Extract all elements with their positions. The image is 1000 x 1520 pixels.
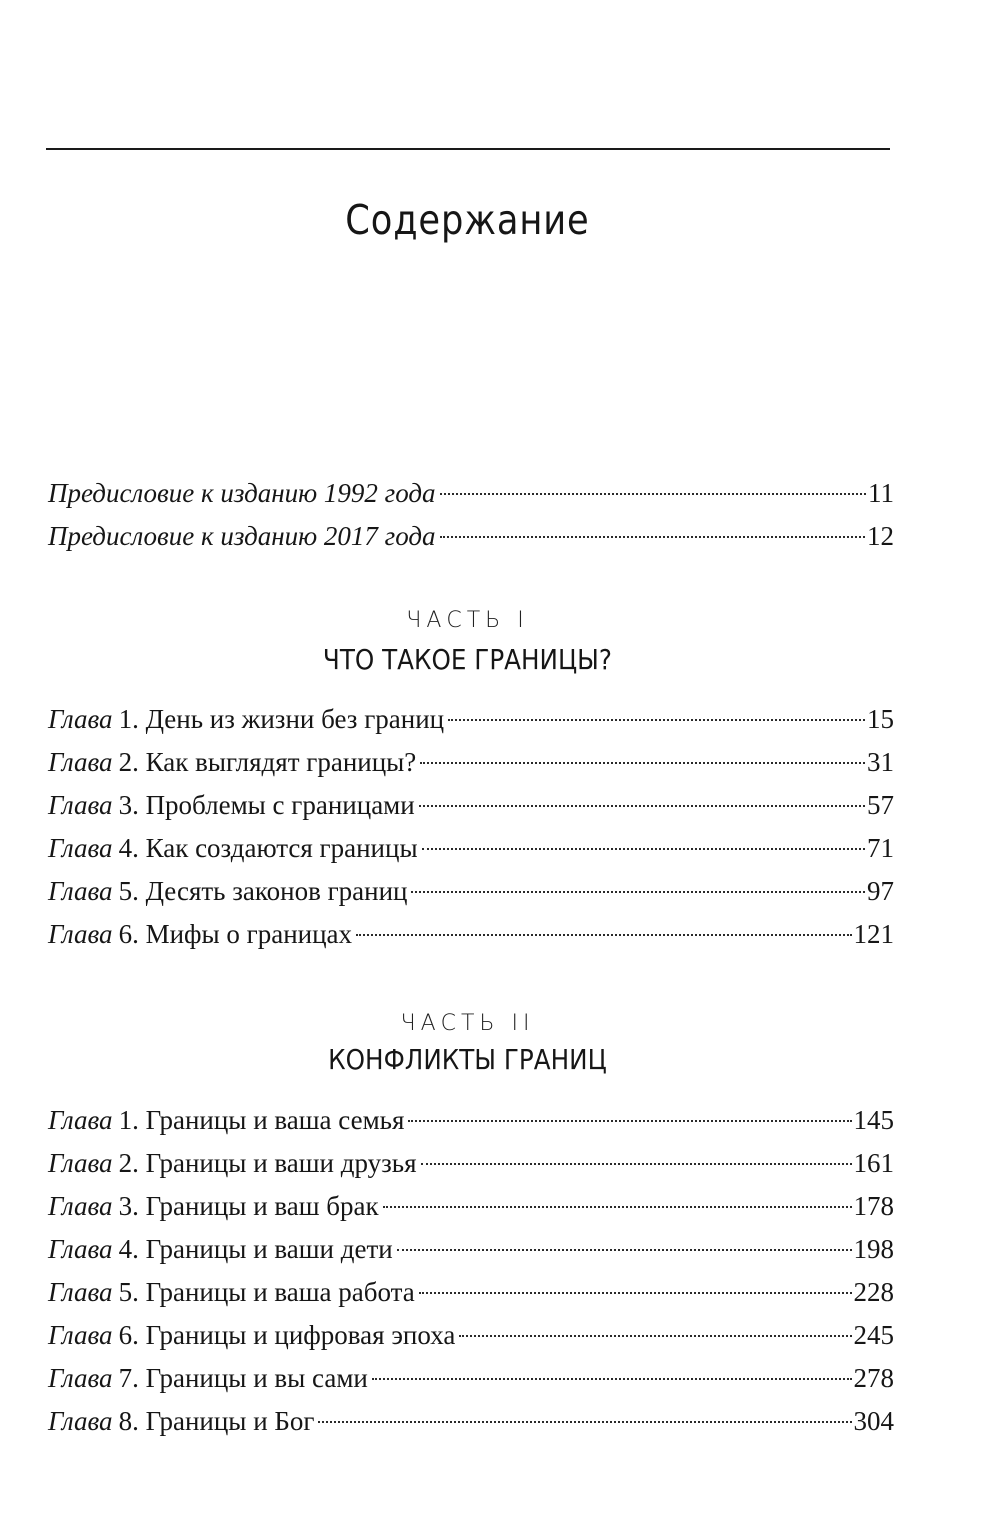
chapter-prefix: Глава: [48, 1191, 113, 1221]
dot-leader: [420, 762, 865, 764]
toc-entry-part2-chapter-5[interactable]: [48, 1272, 894, 1312]
chapter-prefix: Глава: [48, 747, 113, 777]
dot-leader: [372, 1378, 852, 1380]
toc-entry-part2-chapter-3[interactable]: [48, 1186, 894, 1226]
toc-page-number: 97: [867, 876, 894, 906]
toc-entry-label: 2. Как выглядят границы?: [118, 747, 417, 777]
dot-leader: [318, 1421, 851, 1423]
toc-entry-label: Предисловие к изданию 2017 года: [48, 521, 436, 551]
toc-entry-label: 1. Границы и ваша семья: [118, 1105, 405, 1135]
chapter-prefix: Глава: [48, 1406, 113, 1436]
chapter-prefix: Глава: [48, 1148, 113, 1178]
toc-entry-part1-chapter-4[interactable]: [48, 828, 894, 868]
dot-leader: [408, 1120, 851, 1122]
toc-entry-label: 5. Десять законов границ: [118, 876, 408, 906]
toc-page-number: 12: [867, 521, 894, 551]
chapter-prefix: Глава: [48, 1277, 113, 1307]
toc-entry-label: 5. Границы и ваша работа: [118, 1277, 415, 1307]
toc-page-number: 145: [853, 1105, 894, 1135]
dot-leader: [459, 1335, 851, 1337]
dot-leader: [440, 536, 866, 538]
header-rule: [46, 148, 890, 150]
chapter-prefix: Глава: [48, 1320, 113, 1350]
toc-entry-part2-chapter-1[interactable]: [48, 1100, 894, 1140]
dot-leader: [440, 493, 867, 495]
toc-entry-label: 7. Границы и вы сами: [118, 1363, 368, 1393]
part-1-title: ЧТО ТАКОЕ ГРАНИЦЫ?: [322, 643, 612, 676]
toc-page-number: 161: [853, 1148, 894, 1178]
dot-leader: [419, 1292, 852, 1294]
toc-entry-part1-chapter-2[interactable]: [48, 742, 894, 782]
toc-entry-part2-chapter-2[interactable]: [48, 1143, 894, 1183]
toc-page-number: 31: [867, 747, 894, 777]
toc-entry-label: Предисловие к изданию 1992 года: [48, 478, 436, 508]
chapter-prefix: Глава: [48, 1105, 113, 1135]
toc-entry-part1-chapter-5[interactable]: [48, 871, 894, 911]
toc-page-number: 198: [853, 1234, 894, 1264]
toc-page-number: 228: [853, 1277, 894, 1307]
toc-page-number: 71: [867, 833, 894, 863]
toc-page-number: 178: [853, 1191, 894, 1221]
chapter-prefix: Глава: [48, 919, 113, 949]
chapter-prefix: Глава: [48, 1363, 113, 1393]
toc-entry-part2-chapter-8[interactable]: [48, 1401, 894, 1441]
part-1-number: ЧАСТЬ I: [406, 608, 529, 633]
toc-entry-preface-1992[interactable]: [48, 473, 894, 513]
toc-entry-label: 6. Границы и цифровая эпоха: [118, 1320, 456, 1350]
dot-leader: [356, 934, 851, 936]
page-title: Содержание: [345, 196, 590, 244]
toc-page-number: 57: [867, 790, 894, 820]
chapter-prefix: Глава: [48, 790, 113, 820]
toc-page-number: 15: [867, 704, 894, 734]
toc-page-number: 121: [853, 919, 894, 949]
part-2-number: ЧАСТЬ II: [400, 1011, 535, 1036]
toc-page-number: 304: [853, 1406, 894, 1436]
toc-entry-part2-chapter-4[interactable]: [48, 1229, 894, 1269]
chapter-prefix: Глава: [48, 704, 113, 734]
dot-leader: [397, 1249, 852, 1251]
toc-entry-label: 4. Как создаются границы: [118, 833, 418, 863]
toc-entry-label: 3. Проблемы с границами: [118, 790, 415, 820]
toc-entry-label: 3. Границы и ваш брак: [118, 1191, 379, 1221]
dot-leader: [422, 848, 865, 850]
chapter-prefix: Глава: [48, 833, 113, 863]
dot-leader: [411, 891, 865, 893]
toc-entry-label: 2. Границы и ваши друзья: [118, 1148, 417, 1178]
toc-entry-preface-2017[interactable]: [48, 516, 894, 556]
toc-entry-part1-chapter-6[interactable]: [48, 914, 894, 954]
toc-entry-part1-chapter-1[interactable]: [48, 699, 894, 739]
toc-entry-label: 4. Границы и ваши дети: [118, 1234, 393, 1264]
toc-entry-part1-chapter-3[interactable]: [48, 785, 894, 825]
toc-entry-label: 8. Границы и Бог: [118, 1406, 315, 1436]
toc-page-number: 278: [853, 1363, 894, 1393]
dot-leader: [383, 1206, 852, 1208]
dot-leader: [419, 805, 865, 807]
toc-page-number: 11: [868, 478, 894, 508]
part-2-title: КОНФЛИКТЫ ГРАНИЦ: [328, 1043, 607, 1076]
toc-entry-part2-chapter-7[interactable]: [48, 1358, 894, 1398]
toc-entry-part2-chapter-6[interactable]: [48, 1315, 894, 1355]
dot-leader: [421, 1163, 852, 1165]
dot-leader: [448, 719, 865, 721]
chapter-prefix: Глава: [48, 876, 113, 906]
toc-entry-label: 6. Мифы о границах: [118, 919, 353, 949]
chapter-prefix: Глава: [48, 1234, 113, 1264]
toc-entry-label: 1. День из жизни без границ: [118, 704, 445, 734]
toc-page-number: 245: [853, 1320, 894, 1350]
